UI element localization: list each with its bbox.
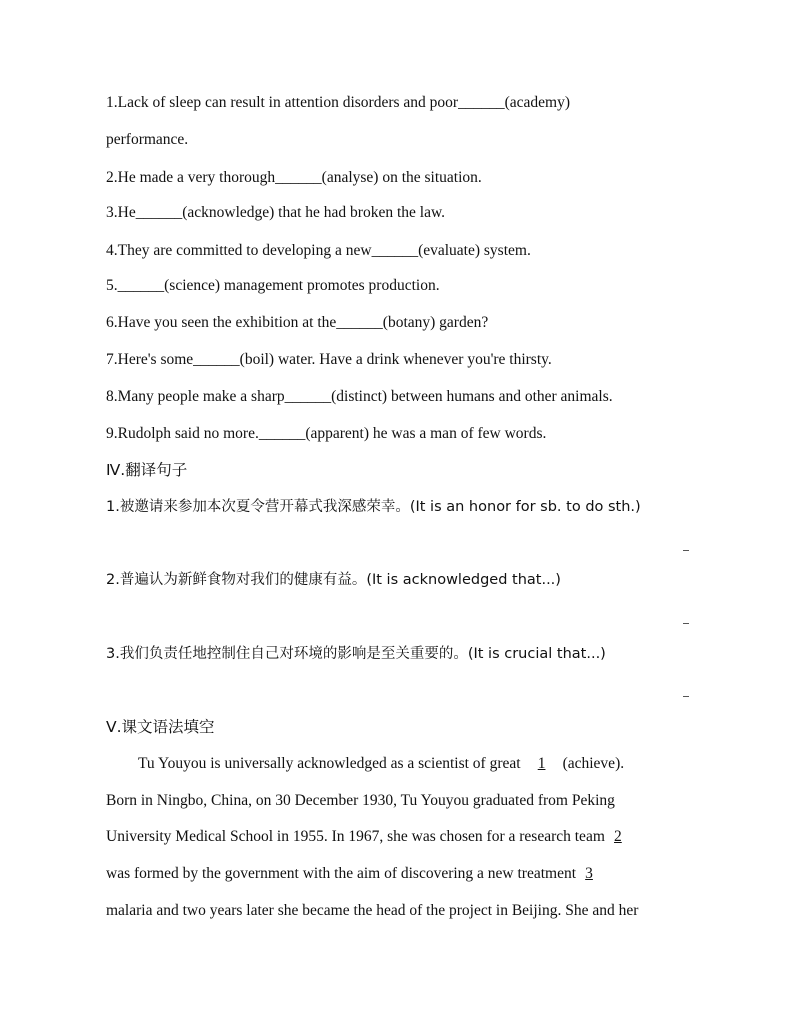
blank-2: 2: [614, 828, 622, 845]
passage-line-1: [106, 754, 716, 774]
section-4-title: Ⅳ.翻译句子: [106, 461, 188, 479]
passage-text: (achieve).: [562, 755, 625, 772]
passage-text: Tu Youyou is universally acknowledged as a scientist of great: [138, 755, 521, 772]
passage-text: University Medical School in 1955. In 1967, she was chosen for a research team: [106, 828, 605, 845]
answer-line-mark-1: [683, 550, 689, 551]
exercise-item-3: 3.He______(acknowledge) that he had broken the law.: [106, 204, 446, 221]
answer-line-mark-2: [683, 623, 689, 624]
passage-line-4: [106, 864, 684, 884]
passage-line-5: malaria and two years later she became the head of the project in Beijing. She and her: [106, 902, 639, 919]
exercise-item-2: 2.He made a very thorough______(analyse) on the situation.: [106, 169, 482, 186]
exercise-item-5: 5.______(science) management promotes production.: [106, 277, 440, 294]
translation-item-2: 2.普遍认为新鲜食物对我们的健康有益。(It is acknowledged that...): [106, 572, 561, 588]
translation-item-3: 3.我们负责任地控制住自己对环境的影响是至关重要的。(It is crucial that...): [106, 646, 606, 662]
exercise-item-7: 7.Here's some______(boil) water. Have a drink whenever you're thirsty.: [106, 351, 552, 368]
section-5-title: Ⅴ.课文语法填空: [106, 718, 215, 736]
blank-3: 3: [585, 865, 593, 882]
passage-line-3: [106, 827, 684, 847]
exercise-item-1: 1.Lack of sleep can result in attention disorders and poor______(academy): [106, 94, 570, 111]
exercise-item-1-continued: performance.: [106, 131, 189, 148]
passage-line-2: Born in Ningbo, China, on 30 December 1930, Tu Youyou graduated from Peking: [106, 792, 615, 809]
exercise-item-9: 9.Rudolph said no more.______(apparent) he was a man of few words.: [106, 425, 547, 442]
exercise-item-4: 4.They are committed to developing a new______(evaluate) system.: [106, 242, 531, 259]
translation-item-1: 1.被邀请来参加本次夏令营开幕式我深感荣幸。(It is an honor for sb. to do sth.): [106, 499, 641, 515]
blank-1: 1: [537, 755, 546, 772]
exercise-item-8: 8.Many people make a sharp______(distinct) between humans and other animals.: [106, 388, 613, 405]
exercise-item-6: 6.Have you seen the exhibition at the______(botany) garden?: [106, 314, 489, 331]
passage-text: was formed by the government with the aim of discovering a new treatment: [106, 865, 577, 882]
answer-line-mark-3: [683, 696, 689, 697]
